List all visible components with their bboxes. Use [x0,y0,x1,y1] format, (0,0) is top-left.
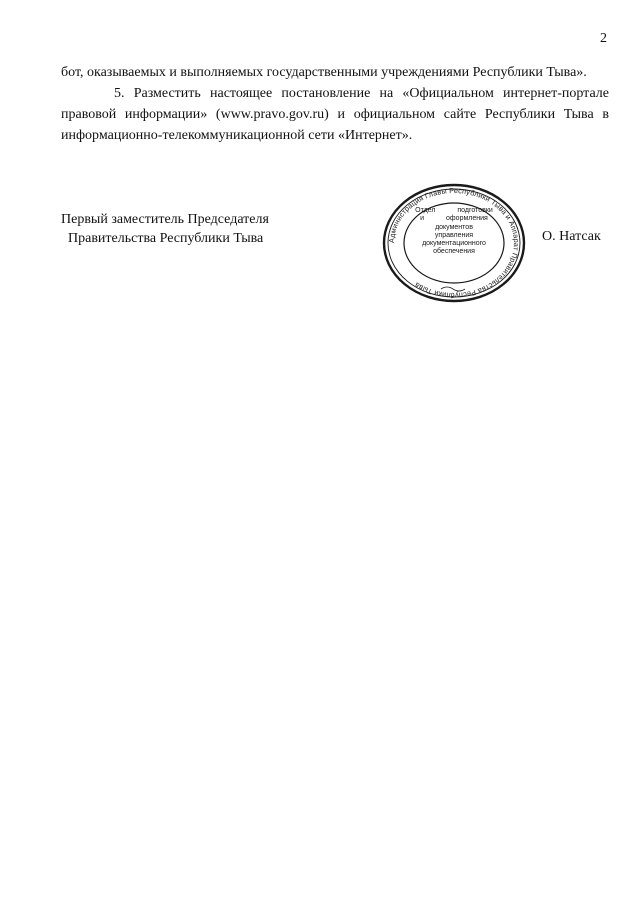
signatory-name: О. Натсак [542,229,601,244]
text-line: информационно-телекоммуникационной сети «Интернет». [61,128,413,143]
text-line: 5. Разместить настоящее постановление на «Официальном интернет-портале [114,86,609,101]
official-seal [381,183,527,303]
seal-icon [381,183,527,303]
text-line: бот, оказываемых и выполняемых государственными учреждениями Республики [61,65,543,80]
paragraph-continuation [61,62,609,83]
paragraph-item-5 [61,83,609,146]
page-number: 2 [600,31,607,46]
signatory-title-line: Правительства Республики Тыва [68,231,264,246]
signatory-title-line: Первый заместитель Председателя [61,212,269,227]
seal-outer-text: Администрация Главы Республики Тыва и Аппарат Правительства Республики Тыва [386,185,522,301]
text-line: правовой информации» (www.pravo.gov.ru) и официальном сайте Республики Тыва в [61,107,609,122]
signatory-title [61,210,269,248]
body-text [61,62,609,146]
seal-inner-text: Отдел подготовки и оформления документов управления документационного обеспечения [415,207,493,256]
text-line: Тыва». [546,65,587,80]
